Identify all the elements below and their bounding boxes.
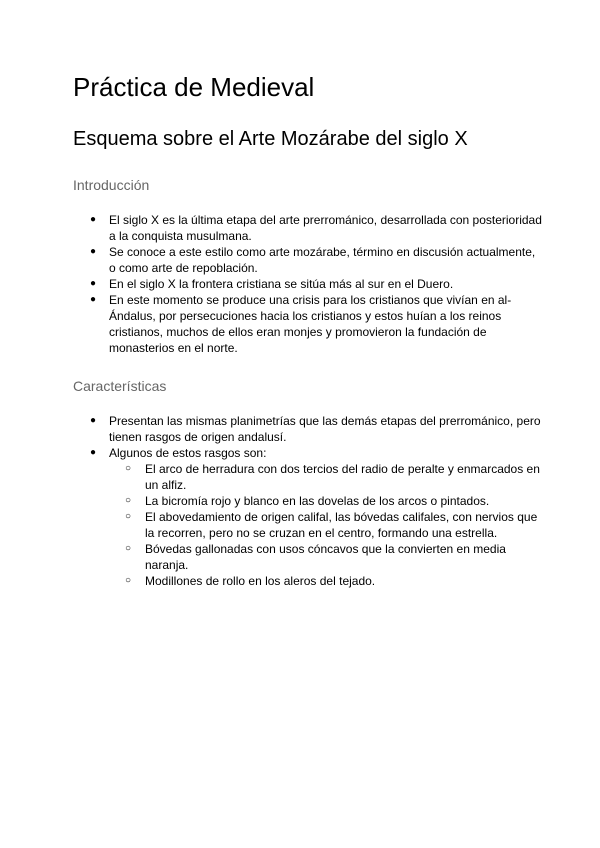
rasgos-sublist bbox=[109, 461, 543, 589]
bullet-icon: ● bbox=[90, 415, 97, 426]
sublist-item-text: El arco de herradura con dos tercios del radio de peralte y enmarcados en un alfiz. bbox=[145, 462, 540, 492]
list-item bbox=[73, 212, 543, 244]
list-item-text: El siglo X es la última etapa del arte prerrománico, desarrollada con posterioridad a la conquista musulmana. bbox=[109, 213, 542, 243]
sublist-item-text: La bicromía rojo y blanco en las dovelas de los arcos o pintados. bbox=[145, 494, 490, 508]
document-subtitle: Esquema sobre el Arte Mozárabe del siglo X bbox=[73, 128, 468, 150]
list-item-text: Presentan las mismas planimetrías que las demás etapas del prerrománico, pero tienen rasgos de origen andalusí. bbox=[109, 414, 541, 444]
bullet-icon: ● bbox=[90, 447, 97, 458]
sublist-item bbox=[109, 461, 543, 493]
document-title: Práctica de Medieval bbox=[73, 72, 315, 102]
list-item bbox=[73, 276, 543, 292]
sublist-item-text: Bóvedas gallonadas con usos cóncavos que la convierten en media naranja. bbox=[145, 542, 506, 572]
bullet-icon: ● bbox=[90, 246, 97, 257]
list-item-text: En este momento se produce una crisis para los cristianos que vivían en al-Ándalus, por persecuciones hacia los cristianos y estos huían a los reinos cristianos, muchos de ellos eran monjes y promovieron la fundación de monasterios en el norte. bbox=[109, 293, 512, 355]
sublist-item bbox=[109, 493, 543, 509]
list-item bbox=[73, 413, 543, 445]
document-page bbox=[73, 70, 543, 589]
hollow-bullet-icon: ○ bbox=[125, 463, 132, 474]
hollow-bullet-icon: ○ bbox=[125, 543, 132, 554]
sublist-item-text: Modillones de rollo en los aleros del tejado. bbox=[145, 574, 376, 588]
list-item-text: Algunos de estos rasgos son: bbox=[109, 446, 267, 460]
bullet-icon: ● bbox=[90, 278, 97, 289]
hollow-bullet-icon: ○ bbox=[125, 495, 132, 506]
sublist-item-text: El abovedamiento de origen califal, las bóvedas califales, con nervios que la recorren, pero no se cruzan en el centro, formando una estrella. bbox=[145, 510, 538, 540]
bullet-icon: ● bbox=[90, 214, 97, 225]
section-heading-caracteristicas: Características bbox=[73, 378, 167, 394]
list-item-text: Se conoce a este estilo como arte mozárabe, término en discusión actualmente, o como arte de repoblación. bbox=[109, 245, 536, 275]
hollow-bullet-icon: ○ bbox=[125, 511, 132, 522]
section-heading-introduccion: Introducción bbox=[73, 177, 150, 193]
bullet-icon: ● bbox=[90, 294, 97, 305]
list-item bbox=[73, 244, 543, 276]
list-item bbox=[73, 292, 543, 356]
hollow-bullet-icon: ○ bbox=[125, 575, 132, 586]
caracteristicas-list bbox=[73, 413, 543, 589]
list-item bbox=[73, 445, 543, 589]
sublist-item bbox=[109, 573, 543, 589]
introduccion-list bbox=[73, 212, 543, 356]
sublist-item bbox=[109, 541, 543, 573]
list-item-text: En el siglo X la frontera cristiana se sitúa más al sur en el Duero. bbox=[109, 277, 454, 291]
sublist-item bbox=[109, 509, 543, 541]
